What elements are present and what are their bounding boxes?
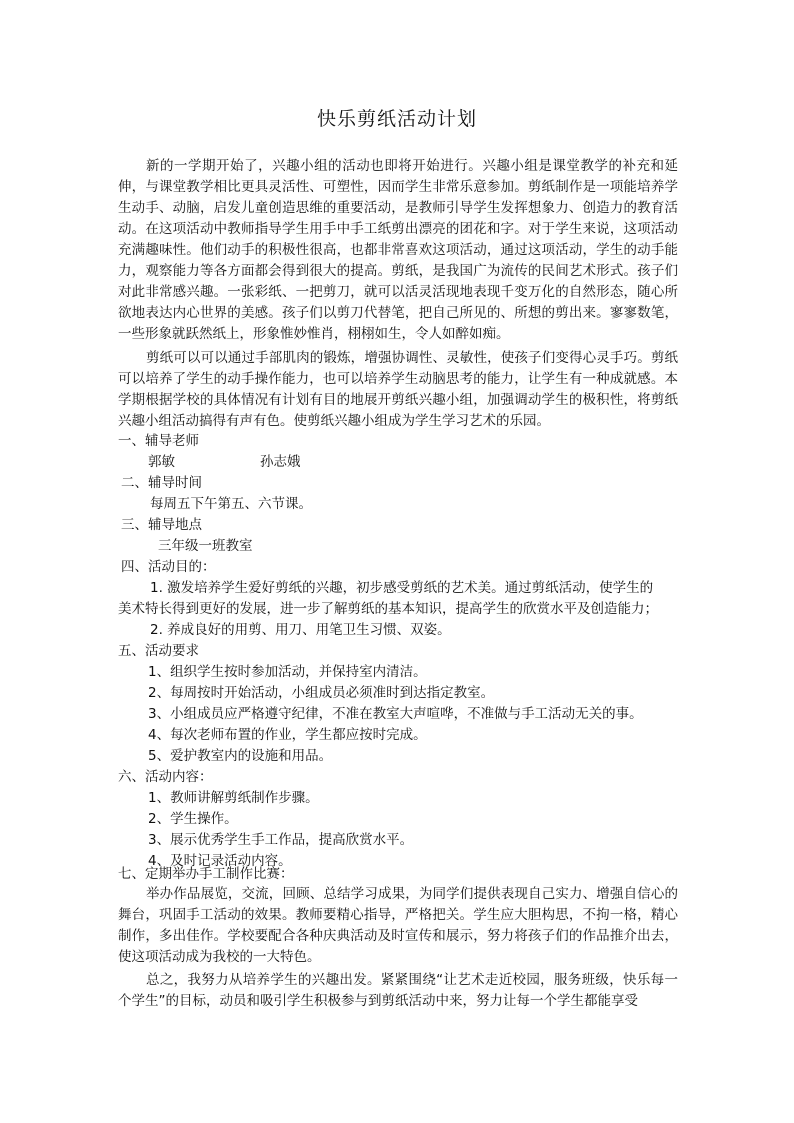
summary-paragraph: 总之，我努力从培养学生的兴趣出发。紧紧围绕“让艺术走近校园，服务班级，快乐每一个学生”的目标，动员和吸引学生积极参与到剪纸活动中来，努力让每一个学生都能享受 <box>118 972 678 1009</box>
section-body-location: 三年级一班教室 <box>158 538 253 554</box>
teacher-name: 郭敏 <box>148 454 175 470</box>
section-heading-content: 六、活动内容： <box>118 769 213 785</box>
benefit-paragraph: 剪纸可以可以通过手部肌肉的锻炼，增强协调性、灵敏性，使孩子们变得心灵手巧。剪纸可以培养了学生的动手操作能力，也可以培养学生动脑思考的能力，让学生有一种成就感。本学期根据学校的具体情况有计划有目的地展开剪纸兴趣小组，加强调动学生的极积性，将剪纸兴趣小组活动搞得有声有色。使剪纸兴趣小组成为学生学习艺术的乐园。 <box>118 350 678 429</box>
document-title: 快乐剪纸活动计划 <box>316 108 477 130</box>
content-item: 4、及时记录活动内容。 <box>148 853 292 869</box>
teacher-name: 孙志娥 <box>260 454 301 470</box>
intro-paragraph: 新的一学期开始了，兴趣小组的活动也即将开始进行。兴趣小组是课堂教学的补充和延伸，与课堂教学相比更具灵活性、可塑性，因而学生非常乐意参加。剪纸制作是一项能培养学生动手、动脑，启发儿童创造思维的重要活动，是教师引导学生发挥想象力、创造力的教育活动。在这项活动中教师指导学生用手中手工纸剪出漂亮的团花和字。对于学生来说，这项活动充满趣味性。他们动手的积极性很高，也都非常喜欢这项活动，通过这项活动，学生的动手能力，观察能力等各方面都会得到很大的提高。剪纸，是我国广为流传的民间艺术形式。孩子们对此非常感兴趣。一张彩纸、一把剪刀，就可以活灵活现地表现千变万化的自然形态，随心所欲地表达内心世界的美感。孩子们以剪刀代替笔，把自己所见的、所想的剪出来。寥寥数笔，一些形象就跃然纸上，形象惟妙惟肖，栩栩如生，令人如醉如痴。 <box>118 158 678 342</box>
section-heading-time: 二、辅导时间 <box>121 475 202 491</box>
section-heading-contest: 七、定期举办手工制作比赛： <box>118 866 294 882</box>
section-heading-location: 三、辅导地点 <box>121 517 202 533</box>
purpose-item-continued: 美术特长得到更好的发展，进一步了解剪纸的基本知识，提高学生的欣赏水平及创造能力； <box>118 601 658 617</box>
requirement-item: 2、每周按时开始活动，小组成员必须准时到达指定教室。 <box>148 685 495 701</box>
requirement-item: 4、每次老师布置的作业，学生都应按时完成。 <box>148 727 427 743</box>
content-item: 2、学生操作。 <box>148 811 238 827</box>
purpose-item: 2. 养成良好的用剪、用刀、用笔卫生习惯、双姿。 <box>150 622 451 638</box>
section-heading-requirements: 五、活动要求 <box>118 643 199 659</box>
purpose-item: 1. 激发培养学生爱好剪纸的兴趣，初步感受剪纸的艺术美。通过剪纸活动，使学生的 <box>150 580 654 596</box>
requirement-item: 1、组织学生按时参加活动，并保持室内清洁。 <box>148 664 427 680</box>
content-item: 3、展示优秀学生手工作品，提高欣赏水平。 <box>148 832 414 848</box>
section-heading-purpose: 四、活动目的： <box>121 559 216 575</box>
requirement-item: 5、爱护教室内的设施和用品。 <box>148 748 333 764</box>
section-body-time: 每周五下午第五、六节课。 <box>150 496 312 512</box>
requirement-item: 3、小组成员应严格遵守纪律，不准在教室大声喧哗，不准做与手工活动无关的事。 <box>148 706 643 722</box>
contest-paragraph: 举办作品展览，交流，回顾、总结学习成果，为同学们提供表现自己实力、增强自信心的舞台，巩固手工活动的效果。教师要精心指导，严格把关。学生应大胆构思，不拘一格，精心制作，多出佳作。学校要配合各种庆典活动及时宣传和展示，努力将孩子们的作品推介出去，使这项活动成为我校的一大特色。 <box>118 886 678 965</box>
content-item: 1、教师讲解剪纸制作步骤。 <box>148 790 319 806</box>
section-heading-teachers: 一、辅导老师 <box>118 433 199 449</box>
